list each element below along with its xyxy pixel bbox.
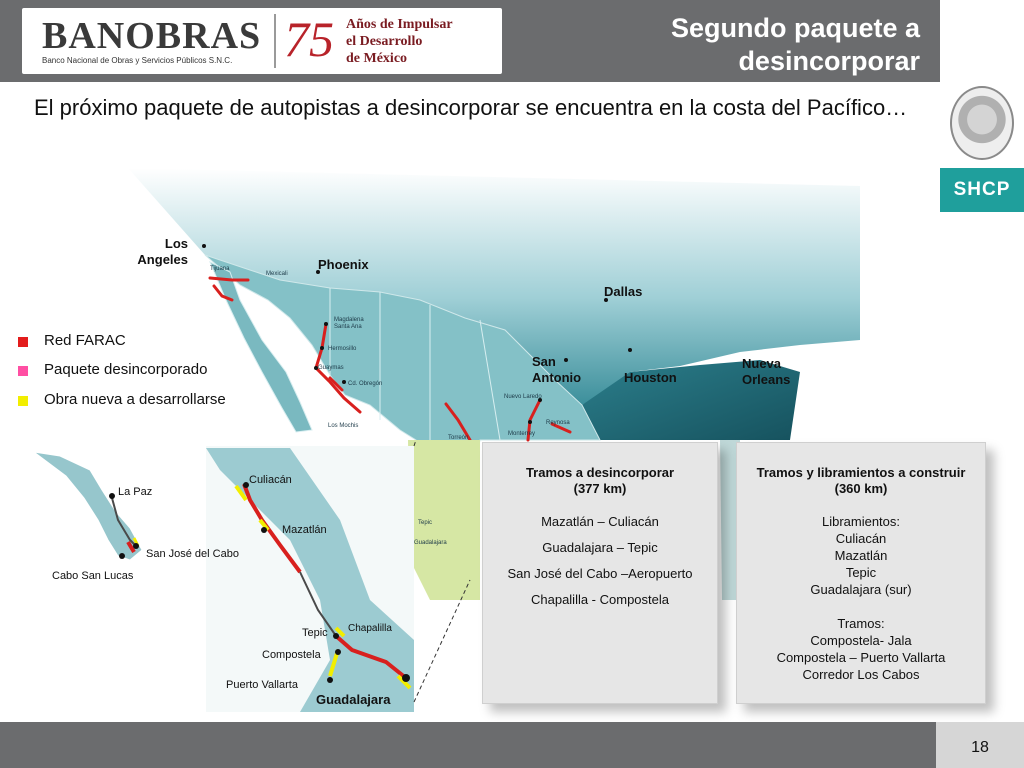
label-cabo-san-lucas: Cabo San Lucas [52,570,134,582]
legend-swatch-yellow [18,396,28,406]
slide-subtitle: El próximo paquete de autopistas a desincorporar se encuentra en la costa del Pacífico… [34,95,908,120]
logo-subtitle: Banco Nacional de Obras y Servicios Públicos S.N.C. [42,56,233,65]
slide-title: Segundo paquete a desincorporar [670,13,920,76]
list-item: Corredor Los Cabos [802,667,920,682]
baja-inset [30,448,200,588]
list-item: Mazatlán [834,548,888,563]
box-subtitle: (360 km) [834,481,888,496]
label-san-jose-del-cabo: San José del Cabo [146,548,239,560]
label-nueva-orleans: Nueva Orleans [742,356,791,387]
label-nuevo-laredo: Nuevo Laredo [504,394,542,400]
label-phoenix: Phoenix [318,257,369,272]
logo-text: BANOBRAS [42,15,262,57]
label-mexicali: Mexicali [266,271,288,277]
label-torreon: Torreón [448,435,469,441]
legend-label: Red FARAC [44,332,126,349]
legend-swatch-red [18,337,28,347]
label-houston: Houston [624,370,677,385]
tramos-construir-box [736,442,986,704]
label-puerto-vallarta: Puerto Vallarta [226,679,298,691]
list-item: Chapalilla - Compostela [530,592,669,607]
label-dallas: Dallas [604,284,643,299]
page-number: 18 [936,722,1024,768]
label-los-angeles: Los Angeles [137,236,188,267]
anniversary-number: 75 [284,11,334,67]
label-guaymas: Guaymas [318,365,344,371]
label-culiacan: Culiacán [249,474,292,486]
label-hermosillo: Hermosillo [328,346,357,352]
label-magdalena: Magdalena [334,317,364,323]
anniversary-tagline: Años de Impulsar el Desarrollo de México [346,17,453,66]
tramos-heading: Tramos: [837,616,885,631]
list-item: Compostela – Puerto Vallarta [776,650,946,665]
list-item: Guadalajara (sur) [810,582,912,597]
label-compostela: Compostela [262,649,321,661]
tramos-desincorporar-box [482,442,718,704]
list-item: Compostela- Jala [810,633,912,648]
label-san-antonio: San Antonio [532,354,582,385]
label-chapalilla: Chapalilla [348,623,392,634]
label-los-mochis: Los Mochis [328,423,359,429]
label-guadalajara: Guadalajara [316,692,391,707]
list-item: Culiacán [835,531,887,546]
label-mazatlan: Mazatlán [282,524,327,536]
legend-item-farac [18,332,278,354]
legend-item-desincorporado [18,361,278,383]
label-tijuana: Tijuana [210,266,230,272]
legend-item-obra-nueva [18,391,278,413]
legend-swatch-pink [18,366,28,376]
label-tepic-small: Tepic [418,520,433,526]
list-item: Guadalajara – Tepic [542,540,658,555]
label-guadalajara-small: Guadalajara [414,540,447,546]
box-title: Tramos y libramientos a construir [756,465,966,480]
shcp-badge: SHCP [940,168,1024,212]
label-reynosa: Reynosa [546,420,570,426]
list-item: San José del Cabo –Aeropuerto [507,566,693,581]
legend-label: Paquete desincorporado [44,361,208,378]
label-santa-ana: Santa Ana [334,324,362,330]
label-cd-obregon: Cd. Obregón [348,381,383,387]
box-title: Tramos a desincorporar [525,465,675,480]
label-la-paz: La Paz [118,486,153,498]
box-subtitle: (377 km) [573,481,627,496]
libramientos-heading: Libramientos: [821,514,901,529]
list-item: Mazatlán – Culiacán [541,514,659,529]
legend-label: Obra nueva a desarrollarse [44,391,226,408]
label-tepic: Tepic [302,627,328,639]
footer-bar [0,722,936,768]
list-item: Tepic [845,565,877,580]
label-monterrey: Monterrey [508,431,536,437]
